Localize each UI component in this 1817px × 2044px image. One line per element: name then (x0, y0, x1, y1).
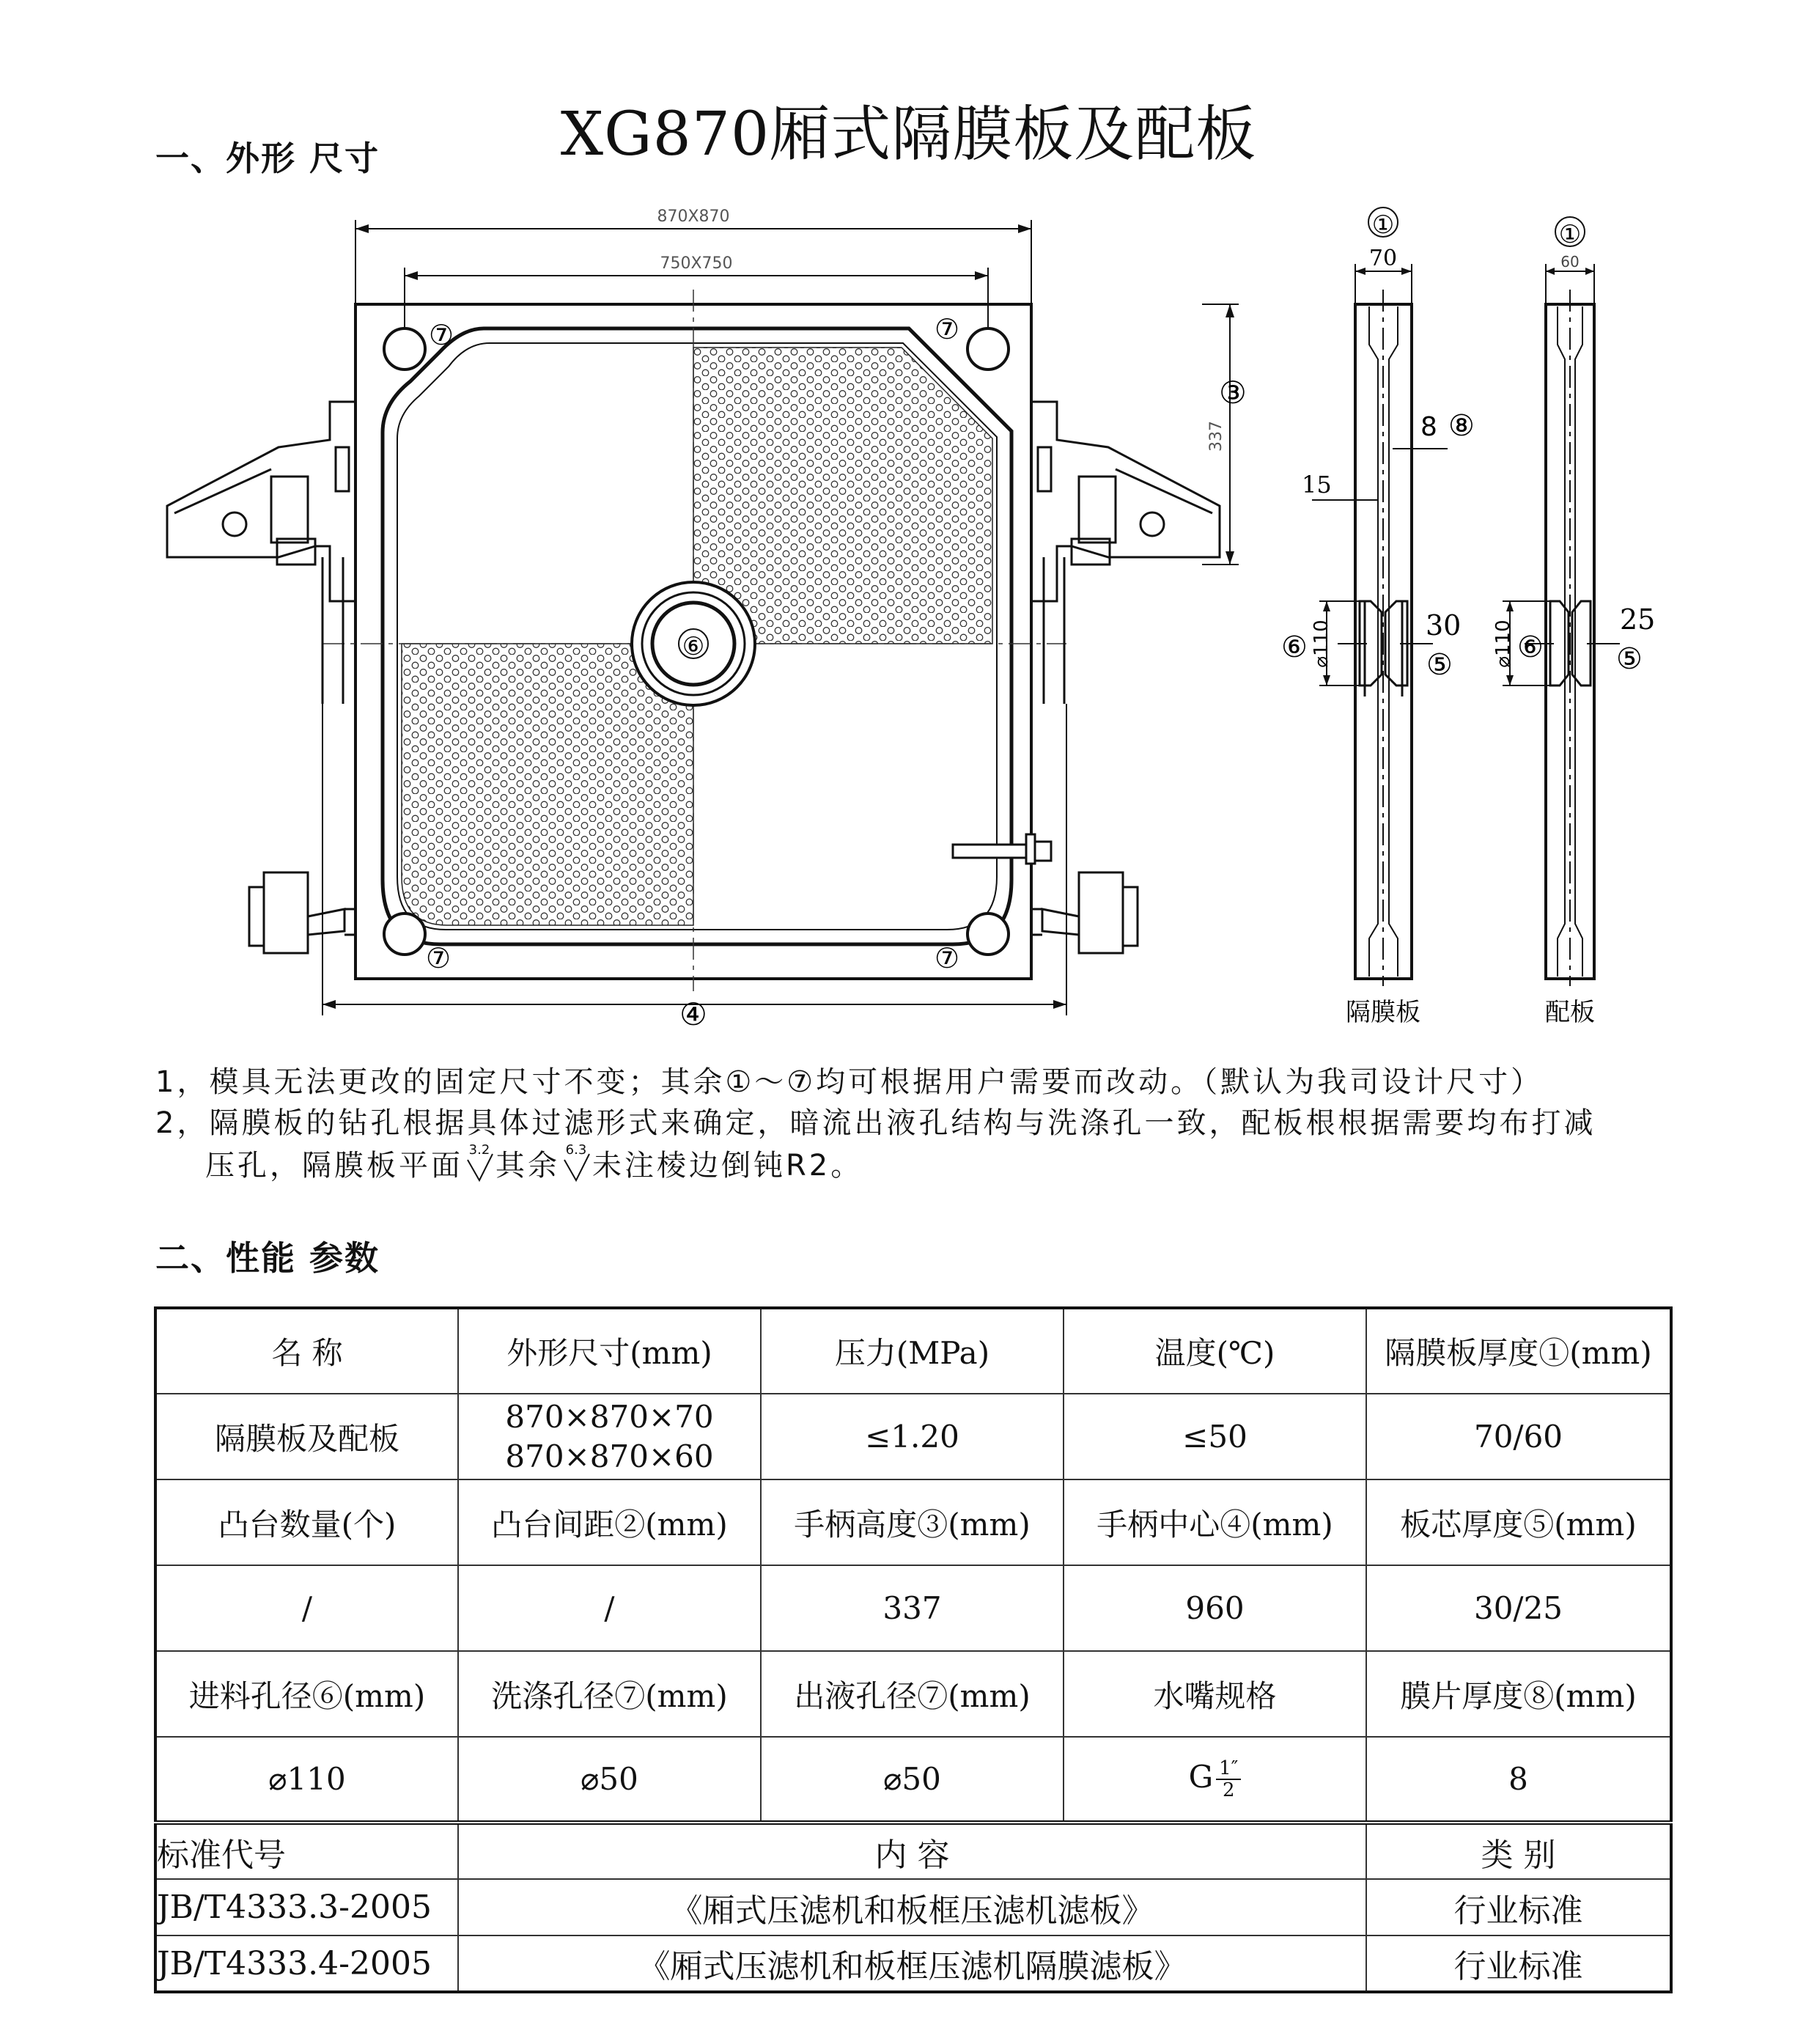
side-b-thickness: 60 (1560, 253, 1580, 271)
side-a-dia-label: ⌀110 (1311, 620, 1333, 668)
table-cell: JB/T4333.4-2005 (155, 1935, 458, 1992)
callout-7-tr: ⑦ (934, 313, 960, 345)
table-cell: 337 (761, 1565, 1064, 1651)
side-a-callout-5: ⑤ (1426, 648, 1453, 682)
fraction-numerator: 1″ (1216, 1758, 1241, 1780)
side-a-15-label: 15 (1302, 471, 1332, 499)
table-row (155, 1737, 1671, 1823)
table-cell: 手柄中心④(mm) (1064, 1479, 1366, 1565)
callout-4-label: ④ (679, 996, 707, 1032)
side-b-label: 配板 (1545, 998, 1595, 1027)
air-nozzle (953, 834, 1051, 864)
table-cell: 凸台间距②(mm) (458, 1479, 761, 1565)
filter-surface-tr (693, 348, 992, 644)
note-3-part-c: 未注棱边倒钝R2。 (592, 1149, 863, 1183)
side-b-callout-5: ⑤ (1616, 642, 1643, 676)
table-cell: 类 别 (1366, 1823, 1671, 1879)
side-a-membrane-label: 8 (1420, 412, 1437, 442)
table-cell: / (155, 1565, 458, 1651)
table-cell: 《厢式压滤机和板框压滤机隔膜滤板》 (458, 1935, 1366, 1992)
table-cell: 进料孔径⑥(mm) (155, 1651, 458, 1737)
table-cell: 水嘴规格 (1064, 1651, 1366, 1737)
table-cell: 行业标准 (1366, 1879, 1671, 1935)
table-cell: 出液孔径⑦(mm) (761, 1651, 1064, 1737)
table-cell: 温度(℃) (1064, 1308, 1366, 1394)
tap-left (249, 872, 355, 953)
callout-7-br: ⑦ (934, 942, 960, 974)
handle-right (1031, 402, 1220, 704)
table-cell: 手柄高度③(mm) (761, 1479, 1064, 1565)
table-cell: 70/60 (1366, 1394, 1671, 1479)
table-cell: / (458, 1565, 761, 1651)
note-3-part-b: 其余 (495, 1149, 560, 1183)
table-cell: JB/T4333.3-2005 (155, 1879, 458, 1935)
side-a-thickness: 70 (1368, 246, 1398, 271)
section-heading-parameters: 二、性能 参数 (155, 1238, 380, 1278)
fraction-denominator: 2 (1223, 1779, 1235, 1801)
section-heading-dimensions: 一、外形 尺寸 (155, 139, 380, 178)
size-line-2: 870×870×60 (505, 1438, 714, 1474)
thread-spec-fraction (1216, 1758, 1241, 1801)
table-row (155, 1935, 1671, 1992)
roughness-value-6-3: 6.3 (565, 1142, 587, 1158)
table-row (155, 1823, 1671, 1879)
spec-table (154, 1306, 1673, 1993)
side-a-label: 隔膜板 (1346, 998, 1420, 1027)
table-row (155, 1651, 1671, 1737)
note-3-part-a: 压孔，隔膜板平面 (205, 1149, 463, 1183)
size-line-1: 870×870×70 (505, 1398, 714, 1435)
callout-3-label: ③ (1219, 375, 1247, 411)
table-cell: 《厢式压滤机和板框压滤机滤板》 (458, 1879, 1366, 1935)
table-row (155, 1479, 1671, 1565)
roughness-symbol-3-2 (463, 1142, 495, 1182)
table-cell: 行业标准 (1366, 1935, 1671, 1992)
table-row (155, 1394, 1671, 1479)
table-cell: 隔膜板厚度①(mm) (1366, 1308, 1671, 1394)
table-cell: 8 (1366, 1737, 1671, 1823)
table-cell: 30/25 (1366, 1565, 1671, 1651)
side-b-core-label: 25 (1620, 603, 1656, 636)
callout-6-label: ⑥ (682, 632, 705, 661)
table-row (155, 1565, 1671, 1651)
roughness-value-3-2: 3.2 (468, 1142, 490, 1158)
side-b-callout-1: ① (1558, 220, 1582, 249)
table-cell: ≤1.20 (761, 1394, 1064, 1479)
table-cell: 隔膜板及配板 (155, 1394, 458, 1479)
roughness-symbol-6-3 (560, 1142, 592, 1182)
table-cell: 标准代号 (155, 1823, 458, 1879)
note-1: 1，模具无法更改的固定尺寸不变；其余①～⑦均可根据用户需要而改动。（默认为我司设计尺寸） (155, 1065, 1544, 1099)
table-cell (1064, 1737, 1366, 1823)
table-cell: ⌀110 (155, 1737, 458, 1823)
table-cell: 压力(MPa) (761, 1308, 1064, 1394)
tap-right (1031, 872, 1138, 953)
side-b-callout-6: ⑥ (1517, 631, 1544, 664)
table-cell: 板芯厚度⑤(mm) (1366, 1479, 1671, 1565)
page-title: XG870厢式隔膜板及配板 (560, 100, 1257, 169)
dim-inner-label: 750X750 (660, 254, 733, 273)
dim-outer-label: 870X870 (657, 207, 730, 226)
table-cell: ≤50 (1064, 1394, 1366, 1479)
callout-7-tl: ⑦ (428, 319, 454, 351)
side-a-core-label: 30 (1426, 609, 1462, 641)
side-b-dia-label: ⌀110 (1492, 620, 1514, 668)
dim-handle-height-label: 337 (1207, 421, 1226, 452)
side-a-callout-1: ① (1371, 210, 1395, 240)
table-cell: 洗涤孔径⑦(mm) (458, 1651, 761, 1737)
table-cell: 名 称 (155, 1308, 458, 1394)
callout-7-bl: ⑦ (425, 942, 452, 974)
thread-spec-g: G (1188, 1758, 1214, 1795)
table-cell: 凸台数量(个) (155, 1479, 458, 1565)
side-a-callout-6: ⑥ (1281, 631, 1308, 664)
table-cell: 外形尺寸(mm) (458, 1308, 761, 1394)
table-row (155, 1308, 1671, 1394)
note-2: 2，隔膜板的钻孔根据具体过滤形式来确定，暗流出液孔结构与洗涤孔一致，配板根根据需要均布打减 (155, 1106, 1596, 1140)
note-3 (205, 1142, 863, 1184)
table-cell: 膜片厚度⑧(mm) (1366, 1651, 1671, 1737)
side-a-callout-8: ⑧ (1448, 409, 1475, 443)
table-cell: ⌀50 (458, 1737, 761, 1823)
table-row (155, 1879, 1671, 1935)
table-cell: ⌀50 (761, 1737, 1064, 1823)
table-cell (458, 1394, 761, 1479)
table-cell: 内 容 (458, 1823, 1366, 1879)
table-cell: 960 (1064, 1565, 1366, 1651)
handle-left (167, 402, 355, 704)
